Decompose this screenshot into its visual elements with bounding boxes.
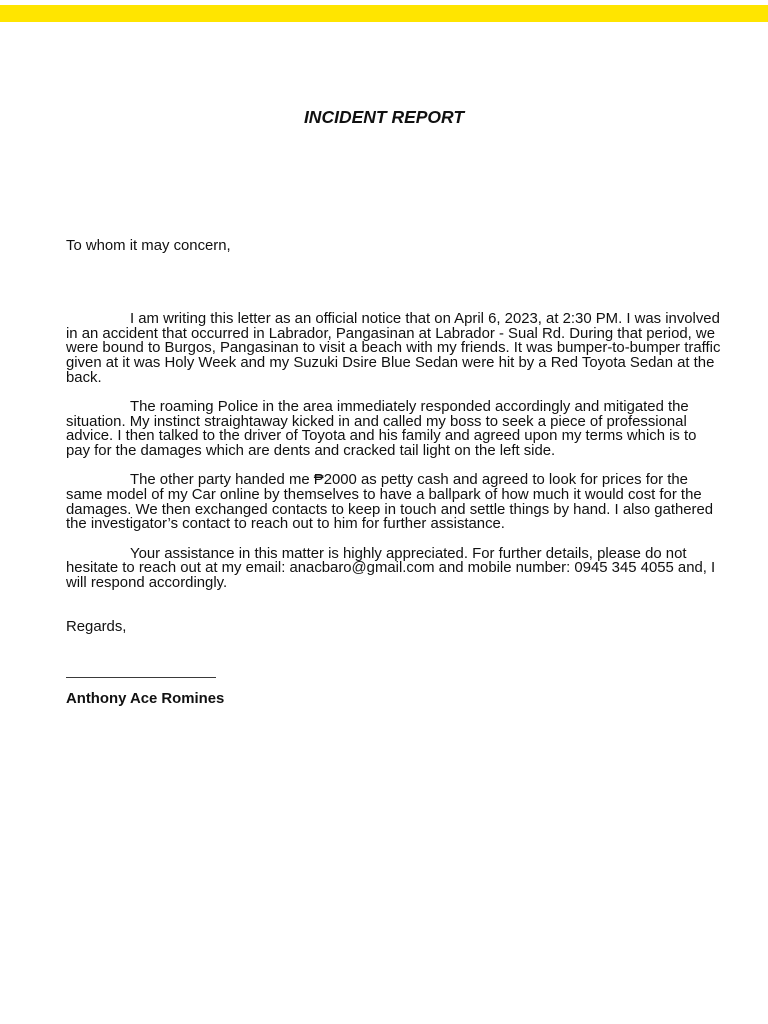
letter-body <box>66 312 746 605</box>
paragraph-line: The other party handed me ₱2000 as petty cash and agreed to look for prices for the <box>130 472 688 489</box>
paragraph-line: the investigator’s contact to reach out to him for further assistance. <box>66 516 505 533</box>
paragraph-line: were bound to Burgos, Pangasinan to visit a beach with my friends. It was bumper-to-bumper traffic <box>66 340 721 357</box>
closing: Regards, <box>66 619 127 635</box>
paragraph-line: hesitate to reach out at my email: anacbaro@gmail.com and mobile number: 0945 345 4055 and, I <box>66 560 716 577</box>
paragraph-line: The roaming Police in the area immediately responded accordingly and mitigated the <box>130 398 689 415</box>
paragraph-line: in an accident that occurred in Labrador, Pangasinan at Labrador - Sual Rd. During that period, we <box>66 325 715 342</box>
signature-line <box>66 677 216 678</box>
paragraph-line: will respond accordingly. <box>66 574 228 591</box>
paragraph-line: advice. I then talked to the driver of Toyota and his family and agreed upon my terms which is to <box>66 428 697 445</box>
paragraph-line: back. <box>66 369 102 386</box>
paragraph-line: situation. My instinct straightaway kicked in and called my boss to seek a piece of professional <box>66 413 687 430</box>
paragraph-line: I am writing this letter as an official notice that on April 6, 2023, at 2:30 PM. I was involved <box>130 311 720 327</box>
paragraph-line: damages. We then exchanged contacts to keep in touch and settle things by hand. I also gathered <box>66 501 714 518</box>
body-paragraph <box>66 312 746 385</box>
body-paragraph <box>66 473 746 532</box>
body-paragraph <box>66 547 746 591</box>
paragraph-line: Your assistance in this matter is highly appreciated. For further details, please do not <box>130 545 687 562</box>
header-accent-bar <box>0 5 768 22</box>
body-paragraph <box>66 400 746 459</box>
paragraph-line: pay for the damages which are dents and cracked tail light on the left side. <box>66 442 556 459</box>
paragraph-line: given at it was Holy Week and my Suzuki Dsire Blue Sedan were hit by a Red Toyota Sedan at the <box>66 354 715 371</box>
document-title: INCIDENT REPORT <box>303 107 465 127</box>
signatory-name: Anthony Ace Romines <box>66 691 225 707</box>
salutation: To whom it may concern, <box>66 238 231 254</box>
paragraph-line: same model of my Car online by themselves to have a ballpark of how much it would cost for the <box>66 486 702 503</box>
